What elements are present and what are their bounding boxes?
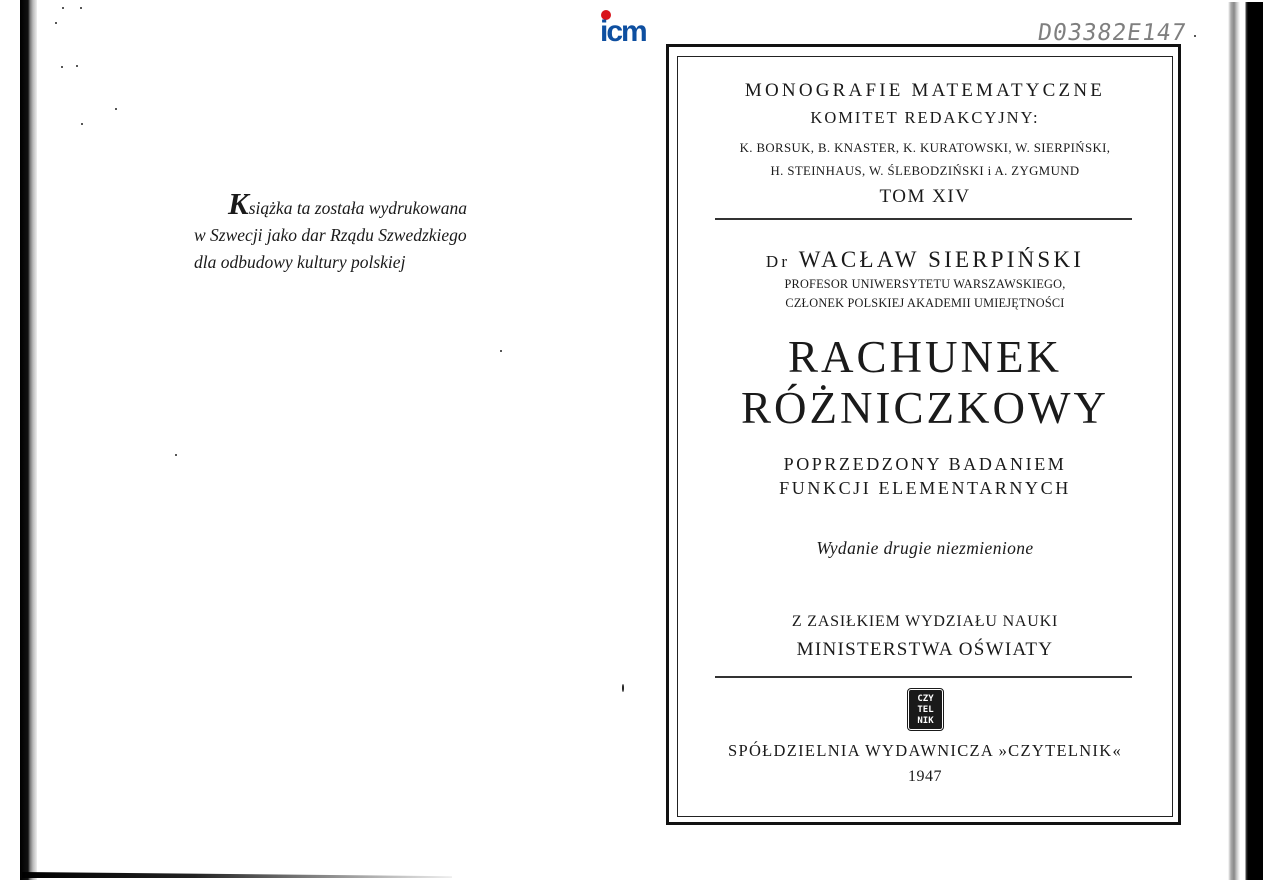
scan-speck — [80, 7, 82, 9]
icm-logo-icon — [600, 10, 662, 48]
edition-note: Wydanie drugie niezmienione — [816, 538, 1034, 558]
subsidy-line-2: MINISTERSTWA OŚWIATY — [796, 639, 1054, 660]
divider-top — [715, 218, 1132, 220]
editors-line-1: K. BORSUK, B. KNASTER, K. KURATOWSKI, W. SIERPIŃSKI, — [739, 141, 1111, 155]
volume-number: TOM XIV — [879, 186, 971, 207]
editors-line-2: H. STEINHAUS, W. ŚLEBODZIŃSKI i A. ZYGMUND — [770, 164, 1080, 178]
subsidy-line-1: Z ZASIŁKIEM WYDZIAŁU NAUKI — [791, 613, 1059, 630]
affiliation-line-1: PROFESOR UNIWERSYTETU WARSZAWSKIEGO, — [784, 277, 1066, 291]
author-affiliation — [700, 275, 1150, 313]
dedication-line-3: dla odbudowy kultury polskiej — [194, 252, 406, 272]
shelf-mark: D03382E147 — [1036, 20, 1189, 46]
scan-speck — [62, 7, 64, 9]
subtitle-line-1: POPRZEDZONY BADANIEM — [783, 454, 1067, 474]
drop-cap: K — [228, 186, 249, 221]
editors-list — [700, 137, 1150, 183]
book-title — [700, 332, 1150, 434]
editorial-committee-label: KOMITET REDAKCYJNY: — [810, 108, 1040, 127]
czytelnik-logo-icon: CZY TEL NIK — [909, 690, 942, 729]
icm-logo-text: icm — [600, 15, 646, 48]
dedication-text — [194, 186, 524, 276]
affiliation-line-2: CZŁONEK POLSKIEJ AKADEMII UMIEJĘTNOŚCI — [785, 296, 1065, 310]
scan-speck — [115, 108, 117, 110]
dedication-line-1: Książka ta została wydrukowana — [228, 186, 467, 221]
publisher-name: SPÓŁDZIELNIA WYDAWNICZA »CZYTELNIK« — [728, 741, 1122, 760]
scan-speck — [55, 22, 57, 24]
book-subtitle — [700, 452, 1150, 500]
publication-year: 1947 — [908, 768, 942, 785]
subtitle-line-2: FUNKCJI ELEMENTARNYCH — [779, 478, 1071, 498]
bottom-page-edge — [22, 872, 452, 878]
author-name: Dr WACŁAW SIERPIŃSKI — [765, 247, 1085, 272]
book-title-line-2: RÓŻNICZKOWY — [741, 383, 1109, 433]
left-page-edge — [20, 0, 37, 880]
dedication-line-2: w Szwecji jako dar Rządu Szwedzkiego — [194, 225, 467, 245]
scan-speck — [61, 66, 63, 68]
scan-speck — [76, 65, 78, 67]
book-title-line-1: RACHUNEK — [787, 332, 1062, 382]
author-prefix: Dr — [765, 252, 791, 271]
scan-speck — [175, 454, 177, 456]
scan-speck — [500, 350, 502, 352]
scan-speck — [81, 123, 83, 125]
scan-speck — [1194, 35, 1196, 37]
right-page-edge — [1228, 2, 1263, 880]
divider-bottom — [715, 676, 1132, 678]
series-title: MONOGRAFIE MATEMATYCZNE — [744, 80, 1106, 101]
scan-speck — [622, 684, 624, 692]
